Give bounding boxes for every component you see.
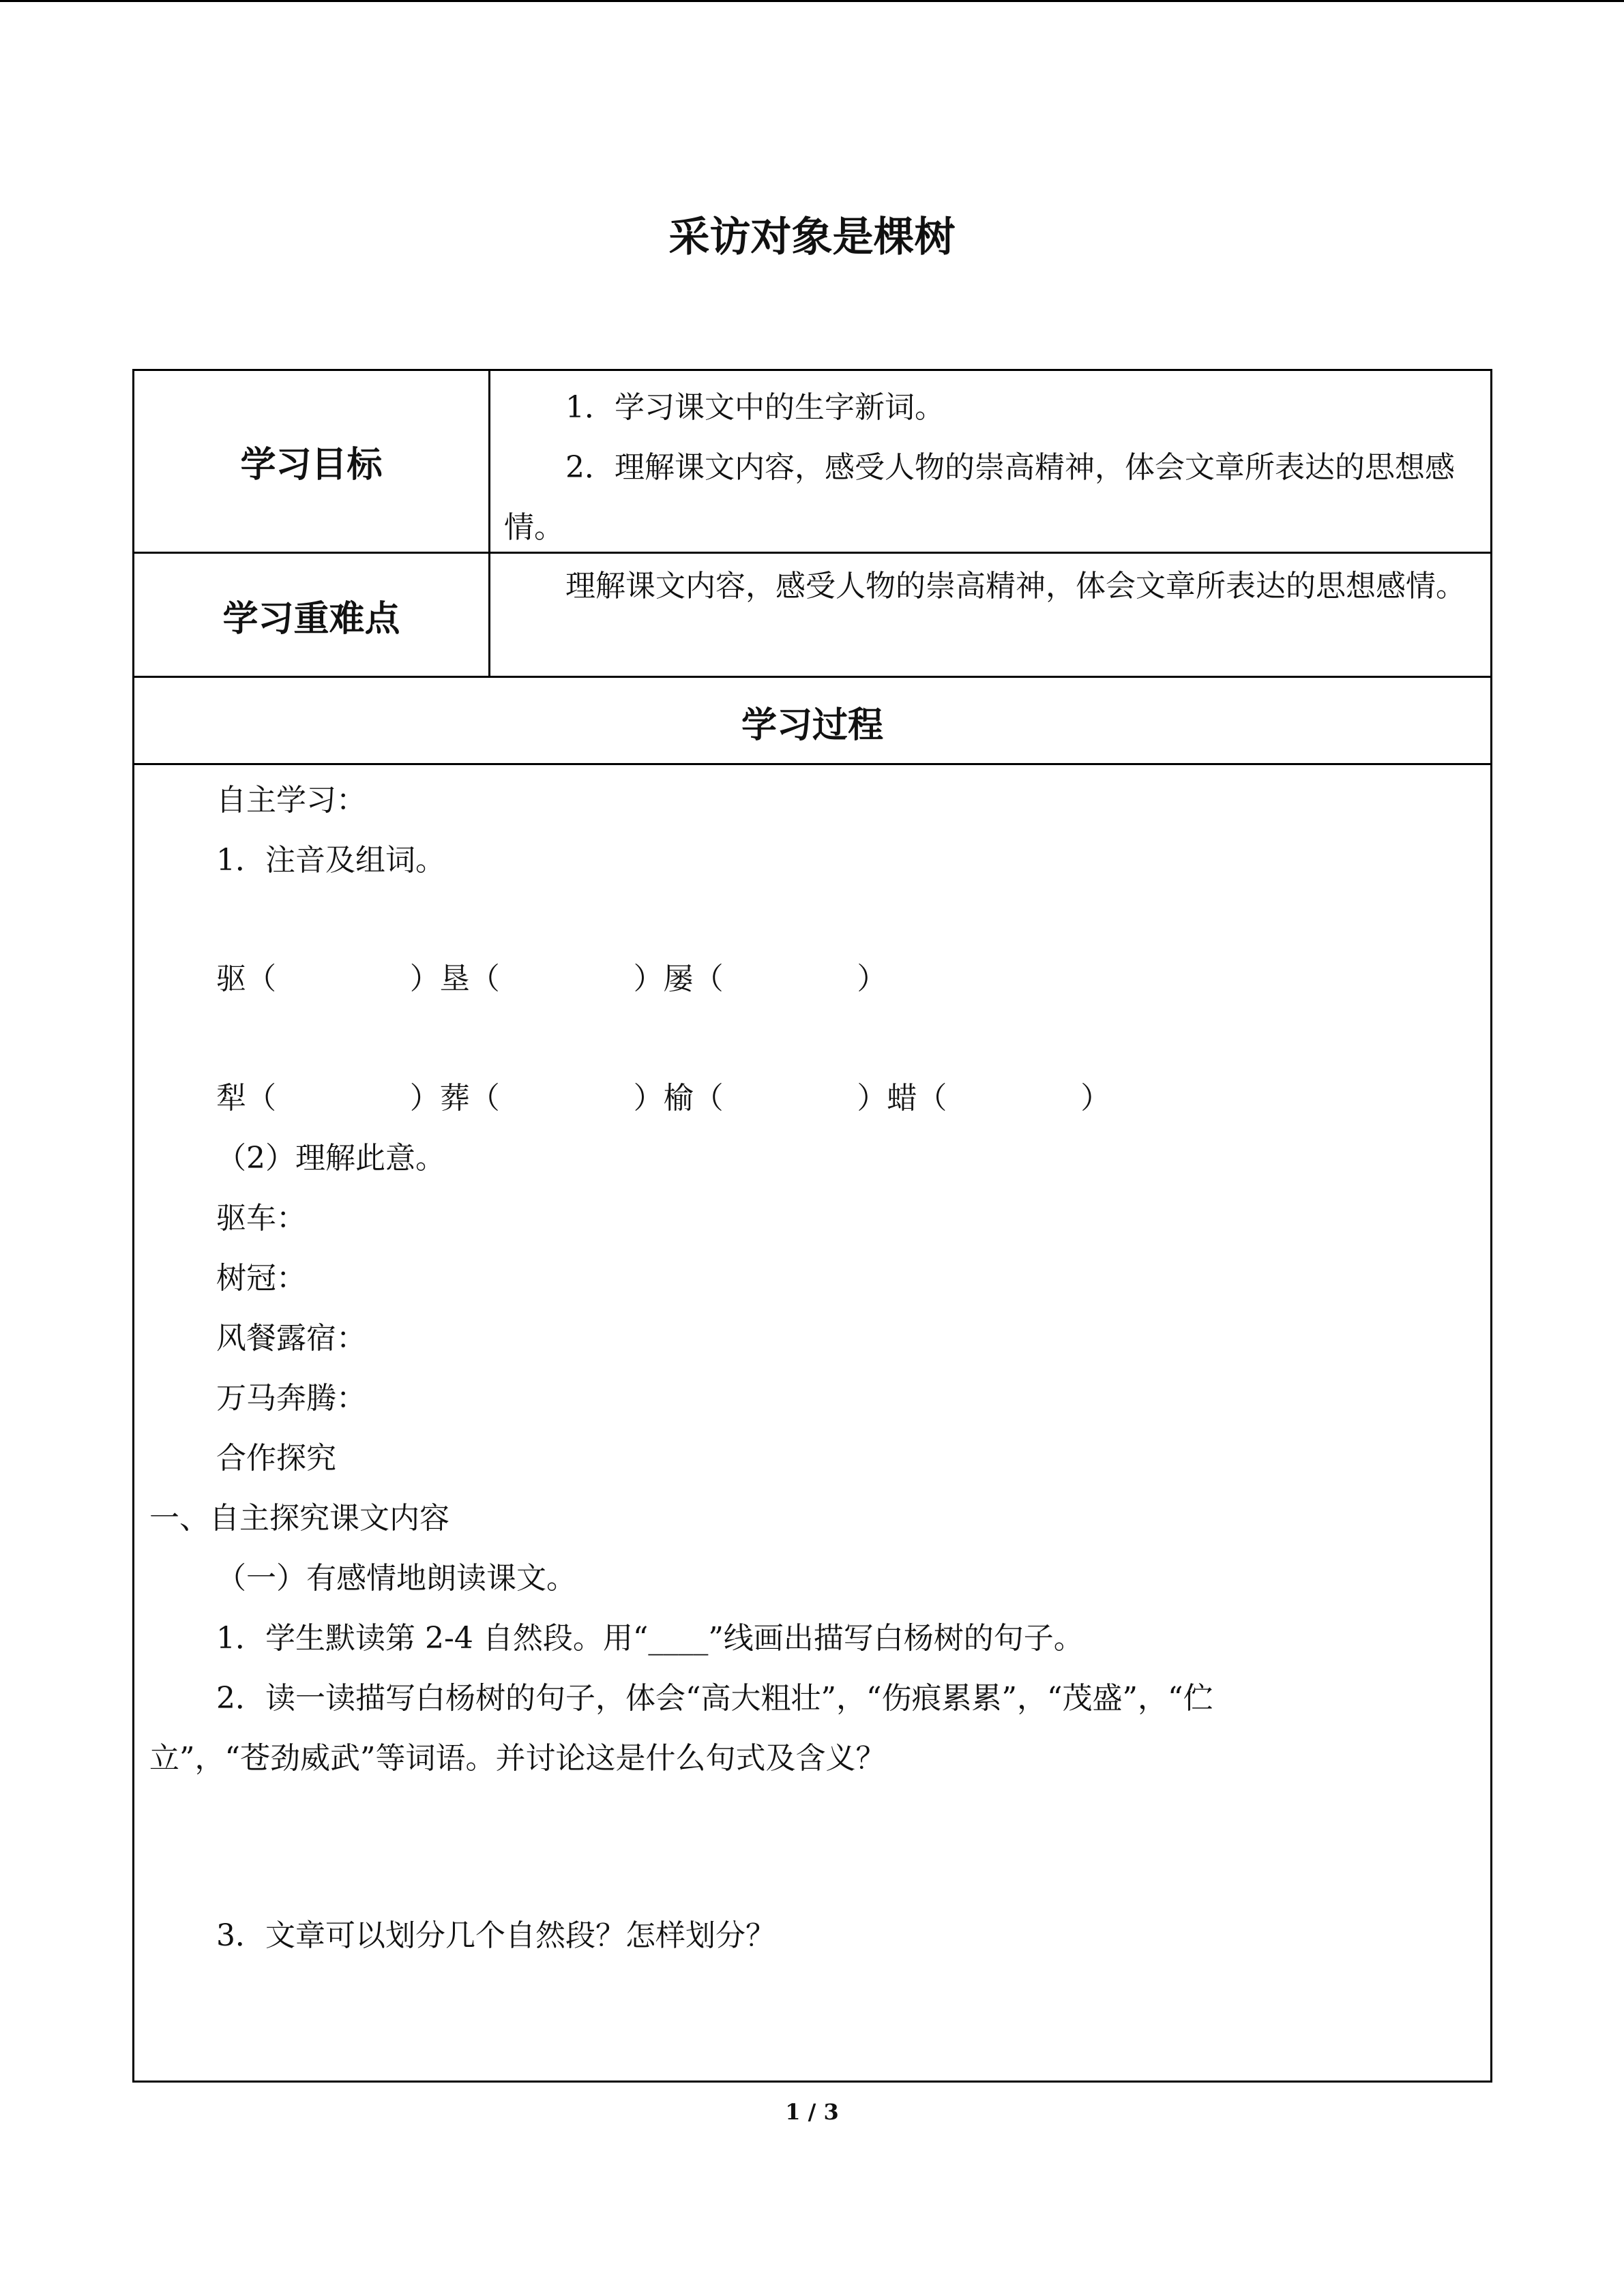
goal-item-2: 2．理解课文内容，感受人物的崇高精神，体会文章所表达的思想感情。 [504, 450, 1455, 545]
pinyin-row-1: 驱（ ）垦（ ）屡（ ） [216, 961, 887, 996]
question-1: 1．注音及组词。 [216, 843, 445, 878]
lesson-table [132, 369, 1492, 2083]
task-2-line-1: 2．读一读描写白杨树的句子，体会“高大粗壮”，“伤痕累累”，“茂盛”，“伫 [216, 1681, 1213, 1716]
goals-header: 学习目标 [240, 445, 383, 486]
page-number: 1 / 3 [785, 2099, 839, 2125]
term-1: 驱车： [216, 1201, 306, 1236]
term-3: 风餐露宿： [216, 1321, 366, 1356]
question-2: （2）理解此意。 [216, 1141, 445, 1176]
part-1-heading: 一、自主探究课文内容 [149, 1501, 449, 1536]
process-header: 学习过程 [741, 704, 883, 746]
column-divider [488, 371, 490, 678]
self-study-label: 自主学习： [216, 783, 366, 818]
page-top-rule [0, 0, 1624, 2]
page-title: 采访对象是棵树 [668, 213, 956, 261]
task-2-line-2: 立”，“苍劲威武”等词语。并讨论这是什么句式及含义？ [149, 1741, 886, 1776]
cooperation-label: 合作探究 [216, 1441, 336, 1476]
sub-1-heading: （一）有感情地朗读课文。 [216, 1561, 576, 1596]
task-3: 3．文章可以划分几个自然段？怎样划分？ [216, 1918, 776, 1953]
goals-content [490, 378, 1490, 558]
key-points-header: 学习重难点 [222, 598, 400, 640]
pinyin-row-2: 犁（ ）葬（ ）榆（ ）蜡（ ） [216, 1081, 1111, 1116]
goal-item-1: 1．学习课文中的生字新词。 [565, 390, 945, 425]
key-points-text: 理解课文内容，感受人物的崇高精神，体会文章所表达的思想感情。 [565, 569, 1466, 603]
key-points-content [490, 556, 1490, 616]
term-4: 万马奔腾： [216, 1381, 366, 1416]
task-1: 1．学生默读第 2-4 自然段。用“____”线画出描写白杨树的句子。 [216, 1621, 1084, 1656]
row-divider [134, 763, 1490, 765]
term-2: 树冠： [216, 1261, 306, 1296]
